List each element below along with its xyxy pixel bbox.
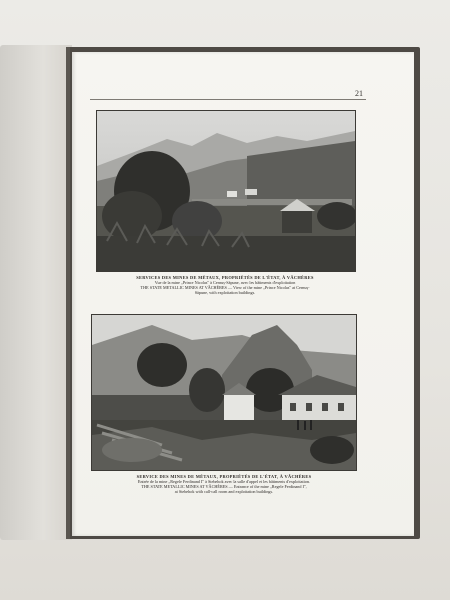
caption-2-line-1: Entrée de la mine „Regele Ferdinand I" à Stebehok avec la salle d'appel et les bâtiments d'exploitation. [137,479,311,484]
book-cover [0,45,72,540]
caption-2-title: SERVICE DES MINES DE MÉTAUX, PROPRIÉTÉS DE L'ÉTAT, À VÂCHÈRES [136,474,312,479]
photo-mine-landscape [96,110,356,272]
photo-mine-entrance [91,314,357,471]
book-page [72,52,414,536]
caption-1-line-3: Săpune, with exploitation buildings. [194,290,256,296]
book-spine [66,47,70,539]
caption-photo-2 [90,474,358,495]
caption-1-title: SERVICES DES MINES DE MÉTAUX, PROPRIÉTÉS DE L'ÉTAT, À VÂCHÈRES [136,275,314,280]
caption-2-line-3: at Stebehok with call-call room and exploitation buildings. [174,489,274,495]
header-rule [90,99,366,100]
caption-photo-1 [94,275,356,296]
caption-1-line-1: Vue de la mine „Prince Nicolas" à Cernuș-Săpune, avec les bâtiments d'exploitation [154,280,296,285]
caption-2-line-2: THE STATE METALLIC MINES AT VÂCHÈRES — Entrance of the mine „Regele Ferdinand I", [141,484,307,490]
page-number: 21 [355,89,363,98]
caption-1-line-2: THE STATE METALLIC MINES AT VÂCHÈRES — View of the mine „Prince Nicolas" at Cernuș- [140,285,310,291]
